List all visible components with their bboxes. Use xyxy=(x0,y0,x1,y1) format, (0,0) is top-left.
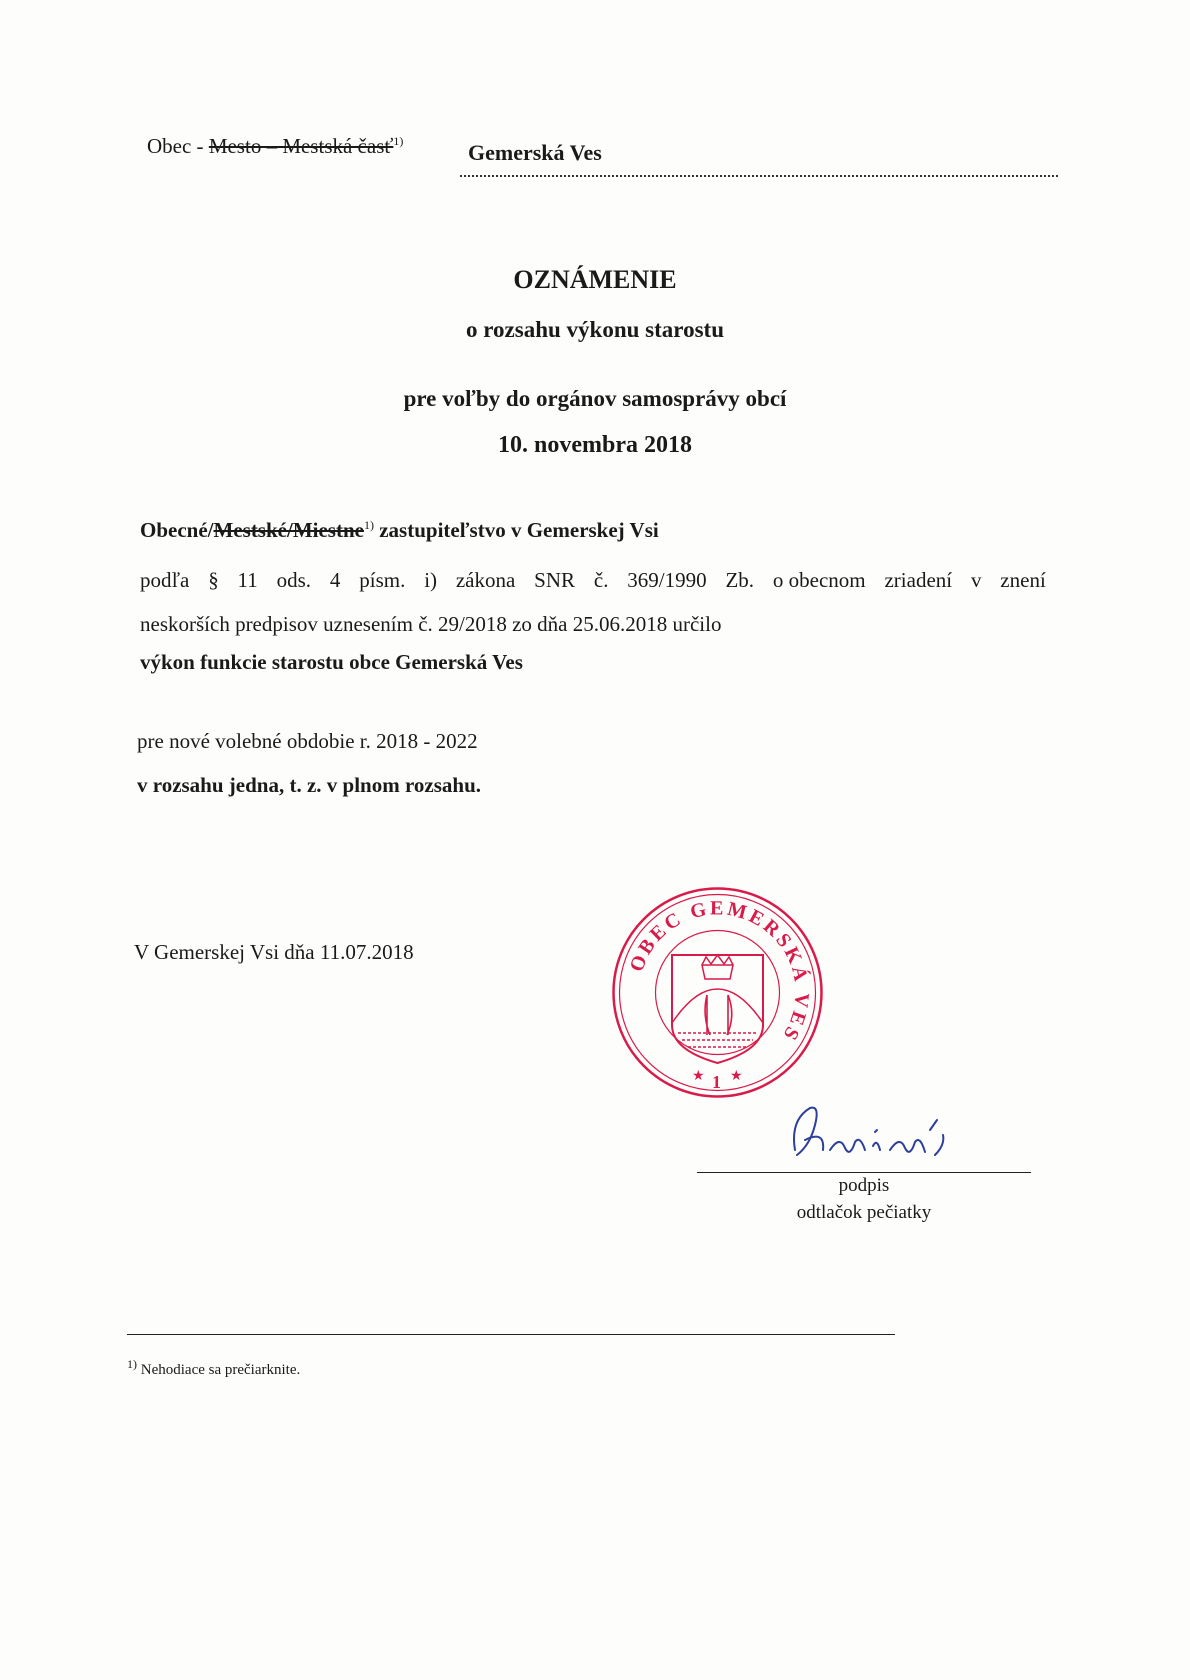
stamp-star-right: ★ xyxy=(730,1069,743,1084)
council-prefix: Obecné/ xyxy=(140,518,214,542)
stamp-number: 1 xyxy=(712,1072,721,1092)
law-word: zákona xyxy=(455,568,516,592)
law-line-1 xyxy=(140,568,1046,593)
law-word: znení xyxy=(1000,568,1046,592)
law-word: § xyxy=(208,568,219,592)
council-line xyxy=(140,518,659,543)
subtitle-line-1: o rozsahu výkonu starostu xyxy=(466,317,724,342)
header-dotted-line xyxy=(460,175,1058,177)
signature-label: podpis xyxy=(838,1175,890,1196)
law-word: SNR xyxy=(534,568,576,592)
stamp-label: odtlačok pečiatky xyxy=(796,1202,932,1223)
scope-line: v rozsahu jedna, t. z. v plnom rozsahu. xyxy=(137,773,482,797)
stamp-star-left: ★ xyxy=(692,1069,705,1084)
law-word: Zb. xyxy=(725,568,755,592)
header-line xyxy=(147,134,403,159)
official-stamp-seal xyxy=(610,885,825,1100)
header-prefix: Obec - xyxy=(147,134,209,158)
place-date-line: V Gemerskej Vsi dňa 11.07.2018 xyxy=(134,940,414,964)
council-rest: zastupiteľstvo v Gemerskej Vsi xyxy=(373,518,659,542)
subtitle-line-2: pre voľby do orgánov samosprávy obcí xyxy=(403,386,787,411)
footnote-separator xyxy=(127,1334,895,1335)
period-line: pre nové volebné obdobie r. 2018 - 2022 xyxy=(137,729,478,753)
footnote-text: Nehodiace sa prečiarknite. xyxy=(137,1362,301,1378)
law-word: podľa xyxy=(140,568,190,592)
council-struck: Mestské/Miestne xyxy=(213,518,364,542)
header-struck-options: Mesto – Mestská časť xyxy=(208,134,394,158)
handwritten-signature xyxy=(785,1100,1005,1170)
stamp-text: OBEC GEMERSKÁ VES xyxy=(625,897,813,1047)
law-word: 11 xyxy=(237,568,258,592)
municipality-name: Gemerská Ves xyxy=(468,140,602,165)
document-title: OZNÁMENIE xyxy=(513,265,677,294)
law-line-2: neskorších predpisov uznesením č. 29/2018 zo dňa 25.06.2018 určilo xyxy=(140,612,722,636)
law-word: ods. xyxy=(276,568,312,592)
law-word: zriadení xyxy=(884,568,953,592)
law-word: 4 xyxy=(329,568,341,592)
law-word: i) xyxy=(424,568,438,592)
council-footnote-mark: 1) xyxy=(363,518,374,532)
law-word: č. xyxy=(593,568,609,592)
footnote-mark: 1) xyxy=(127,1357,137,1371)
header-footnote-mark: 1) xyxy=(393,134,404,148)
law-word: v xyxy=(970,568,982,592)
law-word: o obecnom xyxy=(772,568,866,592)
law-word: písm. xyxy=(359,568,406,592)
election-date: 10. novembra 2018 xyxy=(498,432,692,458)
footnote xyxy=(127,1357,300,1379)
function-line: výkon funkcie starostu obce Gemerská Ves xyxy=(140,650,523,674)
law-word: 369/1990 xyxy=(627,568,707,592)
signature-line xyxy=(697,1172,1031,1173)
svg-text:OBEC GEMERSKÁ VES xyxy=(626,897,814,1046)
